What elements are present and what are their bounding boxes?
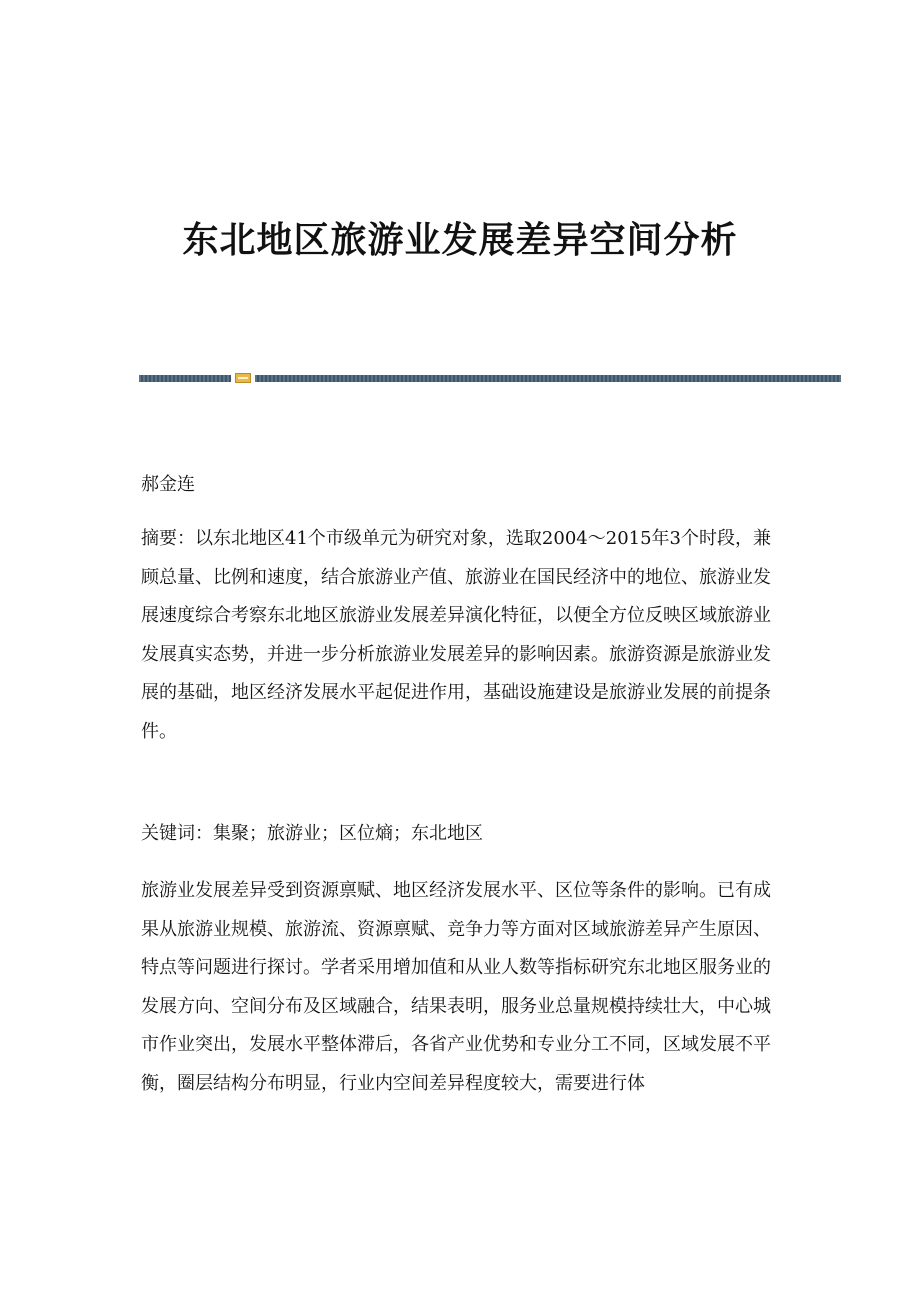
divider-bar-left	[139, 375, 231, 382]
keywords-text: 集聚；旅游业；区位熵；东北地区	[213, 823, 483, 844]
title-divider	[139, 373, 841, 383]
keywords-label: 关键词：	[141, 823, 213, 844]
abstract-label: 摘要：	[141, 528, 196, 549]
keywords-paragraph	[141, 815, 771, 854]
abstract-text: 以东北地区41个市级单元为研究对象，选取2004～2015年3个时段，兼顾总量、比例和速度，结合旅游业产值、旅游业在国民经济中的地位、旅游业发展速度综合考察东北地区旅游业发展差异演化特征，以便全方位反映区域旅游业发展真实态势，并进一步分析旅游业发展差异的影响因素。旅游资源是旅游业发展的基础，地区经济发展水平起促进作用，基础设施建设是旅游业发展的前提条件。	[141, 528, 772, 742]
document-title: 东北地区旅游业发展差异空间分析	[182, 219, 738, 261]
author-name: 郝金连	[141, 474, 195, 495]
abstract-paragraph	[141, 520, 771, 752]
divider-bar-right	[255, 375, 841, 382]
body-paragraph: 旅游业发展差异受到资源禀赋、地区经济发展水平、区位等条件的影响。已有成果从旅游业规模、旅游流、资源禀赋、竞争力等方面对区域旅游差异产生原因、特点等问题进行探讨。学者采用增加值和从业人数等指标研究东北地区服务业的发展方向、空间分布及区域融合，结果表明，服务业总量规模持续壮大，中心城市作业突出，发展水平整体滞后，各省产业优势和专业分工不同，区域发展不平衡，圈层结构分布明显，行业内空间差异程度较大，需要进行体	[141, 880, 771, 1094]
divider-ornament-icon	[235, 373, 251, 383]
